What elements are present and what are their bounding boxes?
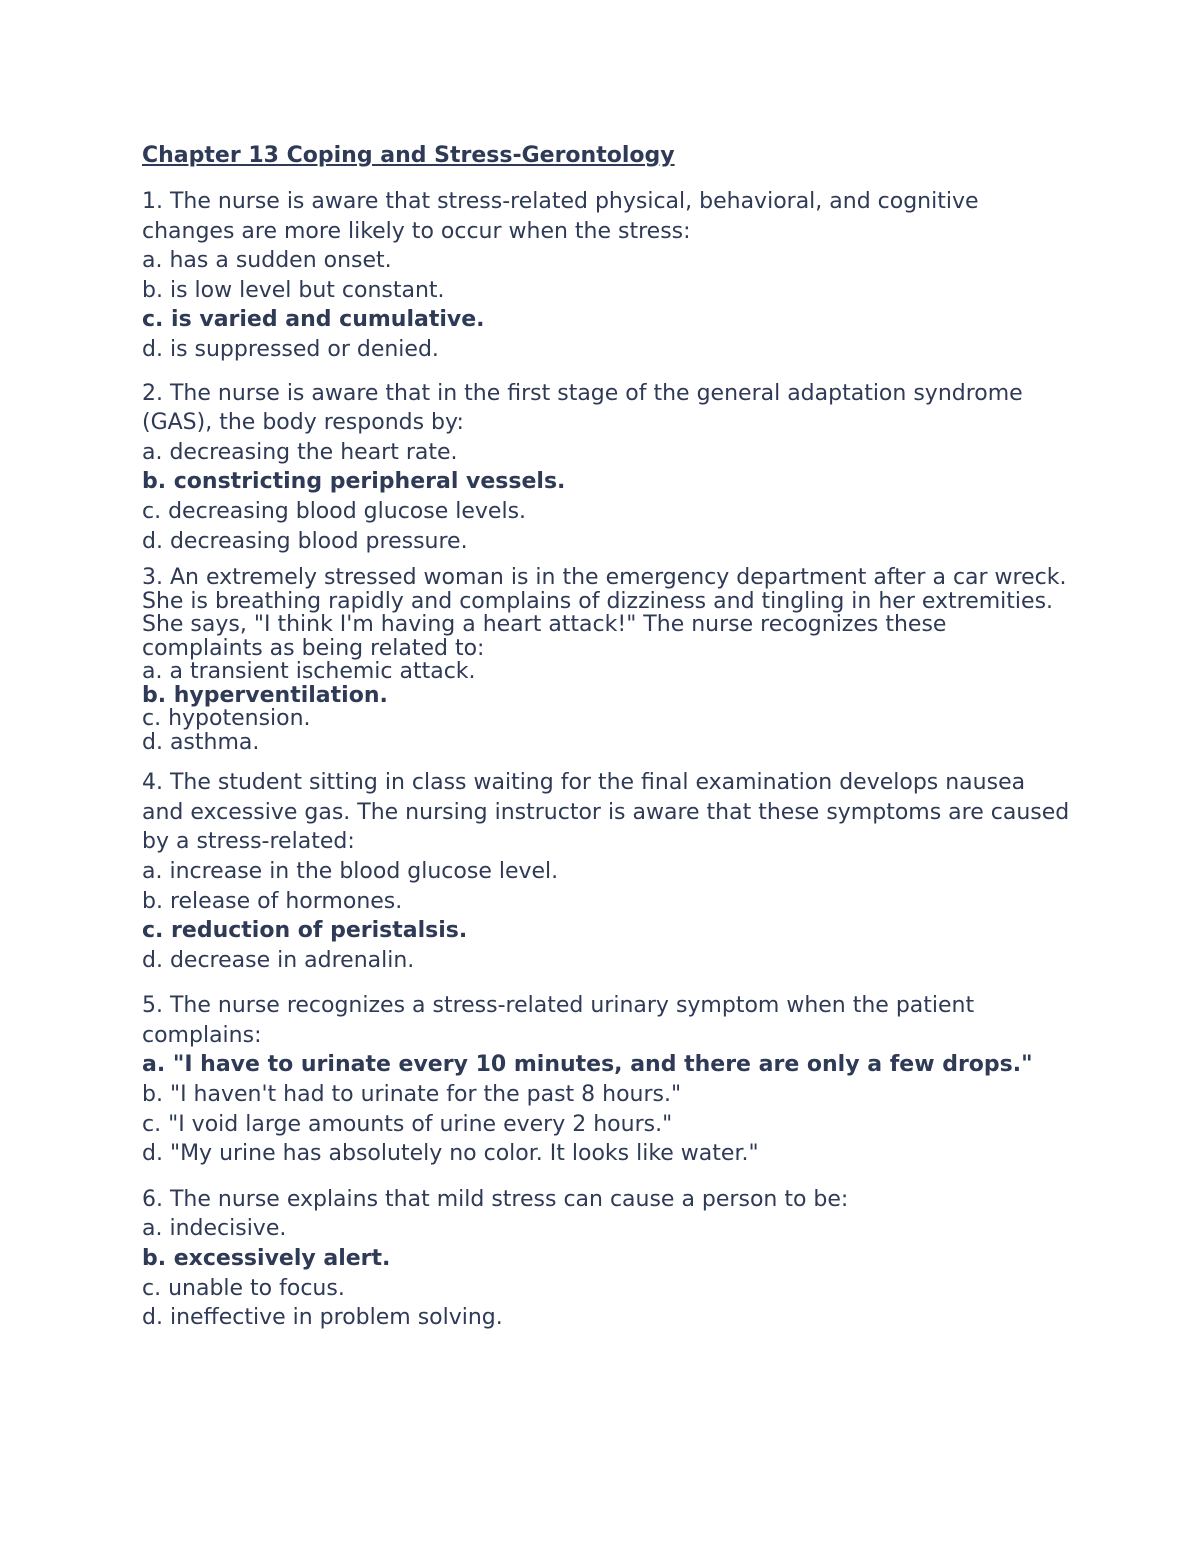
- question-text: 3. An extremely stressed woman is in the emergency department after a car wreck. She is breathing rapidly and complains of dizziness and tingling in her extremities. She says, "I think I'm having a heart attack!" The nurse recognizes these complaints as being related to:: [142, 565, 1067, 661]
- question-2: [142, 379, 1072, 557]
- question-1: [142, 187, 1072, 365]
- document-title: Chapter 13 Coping and Stress-Gerontology: [142, 143, 675, 168]
- option-a: a. a transient ischemic attack.: [142, 659, 476, 685]
- option-d: d. asthma.: [142, 729, 260, 755]
- question-3: [142, 566, 1072, 754]
- option-d: d. is suppressed or denied.: [142, 336, 439, 362]
- option-c: c. unable to focus.: [142, 1275, 345, 1301]
- option-d: d. decrease in adrenalin.: [142, 947, 415, 973]
- question-text: 6. The nurse explains that mild stress can cause a person to be:: [142, 1186, 849, 1212]
- option-d: d. "My urine has absolutely no color. It looks like water.": [142, 1141, 759, 1167]
- question-text: 5. The nurse recognizes a stress-related urinary symptom when the patient complains:: [142, 993, 975, 1048]
- option-c-correct: c. is varied and cumulative.: [142, 307, 485, 333]
- option-b: b. is low level but constant.: [142, 277, 445, 303]
- option-a: a. decreasing the heart rate.: [142, 439, 458, 465]
- question-4: [142, 768, 1072, 975]
- option-a: a. has a sudden onset.: [142, 248, 392, 274]
- question-5: [142, 991, 1072, 1169]
- option-d: d. ineffective in problem solving.: [142, 1305, 503, 1331]
- option-b: b. release of hormones.: [142, 888, 403, 914]
- option-a-correct: a. "I have to urinate every 10 minutes, and there are only a few drops.": [142, 1052, 1033, 1078]
- question-6: [142, 1185, 1072, 1333]
- question-text: 2. The nurse is aware that in the first stage of the general adaptation syndrome (GAS), the body responds by:: [142, 380, 1023, 436]
- option-d: d. decreasing blood pressure.: [142, 528, 468, 554]
- option-b-correct: b. hyperventilation.: [142, 682, 388, 708]
- option-b: b. "I haven't had to urinate for the past 8 hours.": [142, 1082, 682, 1108]
- option-c: c. hypotension.: [142, 706, 311, 732]
- option-c: c. "I void large amounts of urine every 2 hours.": [142, 1111, 673, 1137]
- option-b-correct: b. excessively alert.: [142, 1246, 391, 1272]
- question-text: 1. The nurse is aware that stress-related physical, behavioral, and cognitive changes are more likely to occur when the stress:: [142, 189, 979, 244]
- option-a: a. indecisive.: [142, 1216, 287, 1242]
- option-c-correct: c. reduction of peristalsis.: [142, 918, 468, 944]
- document-page: [142, 141, 1072, 1333]
- question-text: 4. The student sitting in class waiting for the final examination develops nausea and excessive gas. The nursing instructor is aware that these symptoms are caused by a stress-related:: [142, 770, 1070, 855]
- option-a: a. increase in the blood glucose level.: [142, 858, 559, 884]
- option-b-correct: b. constricting peripheral vessels.: [142, 469, 566, 495]
- option-c: c. decreasing blood glucose levels.: [142, 498, 527, 524]
